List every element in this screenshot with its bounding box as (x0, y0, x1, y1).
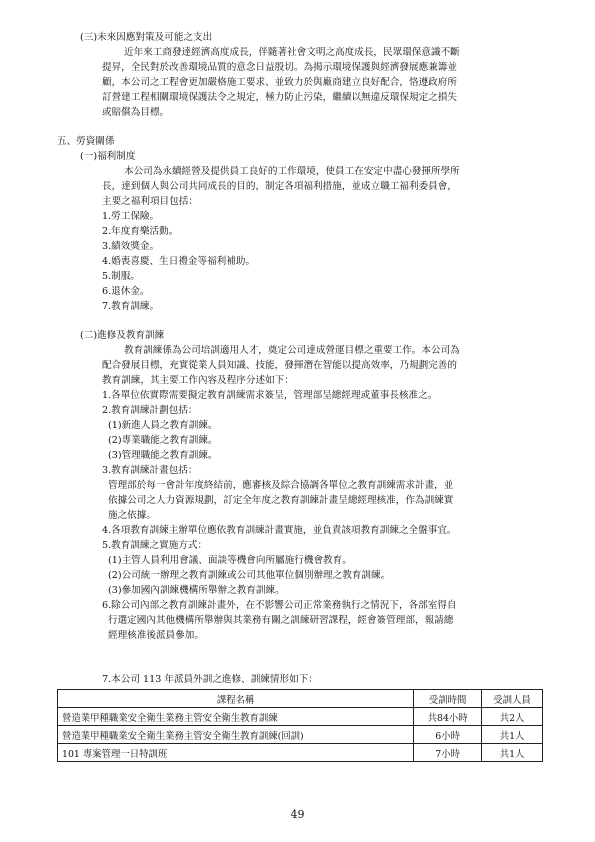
sub-list-item: (2)公司統一辦理之教育訓練或公司其他單位個別辦理之教育訓練。 (108, 570, 391, 581)
paragraph-line: 依據公司之人力資源規劃，訂定全年度之教育訓練計畫呈總經理核准，作為訓練實 (108, 495, 454, 506)
list-item: 1.各單位依實際需要擬定教育訓練需求簽呈，管理部呈總經理或董事長核准之。 (102, 390, 438, 401)
table-header-row (58, 690, 543, 708)
list-item: 4.各項教育訓練主辦單位應依教育訓練計畫實施，並負責該項教育訓練之全盤事宜。 (102, 525, 457, 536)
welfare-heading: (一)福利制度 (80, 151, 136, 162)
table-cell: 共1人 (482, 726, 543, 744)
list-item: 6.除公司內部之教育訓練計畫外，在不影響公司正常業務執行之情況下，各部室得自 (102, 600, 457, 611)
paragraph-line: 教育訓練，其主要工作內容及程序分述如下： (102, 375, 294, 386)
paragraph-line: 提昇，全民對於改善環境品質的意念日益殷切。為揭示環境保護與經濟發展應兼籌並 (102, 62, 457, 73)
page-number: 49 (290, 808, 305, 821)
column-header: 課程名稱 (58, 690, 414, 708)
paragraph-line: 配合發展目標，充實從業人員知識、技能，發揮潛在智能以提高效率，乃規劃完善的 (102, 360, 457, 371)
list-item: 7.教育訓練。 (102, 301, 160, 312)
list-item: 1.勞工保險。 (102, 211, 160, 222)
paragraph-line: 顧，本公司之工程會更加嚴格施工要求、並致力於與廠商建立良好配合，恪遵政府所 (102, 77, 457, 88)
list-item: 3.績效獎金。 (102, 241, 160, 252)
list-item: 4.婚喪喜慶、生日禮金等福利補助。 (102, 256, 256, 267)
list-item: 5.制服。 (102, 271, 140, 282)
table-row (58, 708, 543, 726)
paragraph-line: 施之依據。 (108, 510, 156, 521)
column-header: 受訓人員 (482, 690, 543, 708)
sub-list-item: (1)主管人員利用會議、面談等機會向所屬施行機會教育。 (108, 555, 352, 566)
training-table (57, 689, 543, 762)
chapter-heading: 五、勞資關係 (57, 136, 115, 147)
paragraph-line: 近年來工商發達經濟高度成長，伴隨著社會文明之高度成長，民眾環保意識不斷 (124, 47, 460, 58)
sub-list-item: (1)新進人員之教育訓練。 (108, 420, 218, 431)
paragraph-line: 本公司為永續經營及提供員工良好的工作環境，使員工在安定中盡心發揮所學所 (124, 166, 460, 177)
table-cell: 營造業甲種職業安全衛生業務主管安全衛生教育訓練(回訓) (58, 726, 414, 744)
list-item: 3.教育訓練計畫包括： (102, 465, 198, 476)
list-item: 7.本公司 113 年派員外訓之進修、訓練情形如下： (102, 674, 318, 685)
list-item: 6.退休金。 (102, 286, 150, 297)
paragraph-line: 或賠償為目標。 (102, 107, 170, 118)
table-cell: 共84小時 (414, 708, 482, 726)
paragraph-line: 長，達到個人與公司共同成長的目的，制定各項福利措施，並成立職工福利委員會， (102, 181, 457, 192)
paragraph-line: 訂營建工程相關環境保護法令之規定，極力防止污染，繼續以無違反環保規定之損失 (102, 92, 457, 103)
table-cell: 共1人 (482, 744, 543, 762)
sub-list-item: (2)專業職能之教育訓練。 (108, 435, 218, 446)
training-heading: (二)進修及教育訓練 (80, 330, 165, 341)
list-item: 5.教育訓練之實施方式： (102, 540, 208, 551)
table-cell: 7小時 (414, 744, 482, 762)
paragraph-line: 管理部於每一會計年度終結前，應審核及綜合協調各單位之教育訓練需求計畫，並 (108, 480, 454, 491)
section-3-heading: (三)未來因應對策及可能之支出 (80, 32, 213, 43)
sub-list-item: (3)參加國內訓練機構所舉辦之教育訓練。 (108, 585, 285, 596)
table-row (58, 744, 543, 762)
paragraph-line: 主要之福利項目包括： (102, 196, 198, 207)
paragraph-line: 教育訓練係為公司培訓適用人才，奠定公司達成營運目標之重要工作。本公司為 (124, 345, 460, 356)
list-item: 2.年度育樂活動。 (102, 226, 179, 237)
table-cell: 共2人 (482, 708, 543, 726)
table-row (58, 726, 543, 744)
table-cell: 6小時 (414, 726, 482, 744)
sub-list-item: (3)管理職能之教育訓練。 (108, 450, 218, 461)
list-item: 2.教育訓練計劃包括： (102, 405, 198, 416)
column-header: 受訓時間 (414, 690, 482, 708)
paragraph-line: 行選定國內其他機構所舉辦與其業務有關之訓練研習課程，經會簽管理部，報請總 (108, 615, 454, 626)
table-cell: 營造業甲種職業安全衛生業務主管安全衛生教育訓練 (58, 708, 414, 726)
paragraph-line: 經理核准後派員參加。 (108, 630, 204, 641)
table-cell: 101 專案管理一日特訓班 (58, 744, 414, 762)
